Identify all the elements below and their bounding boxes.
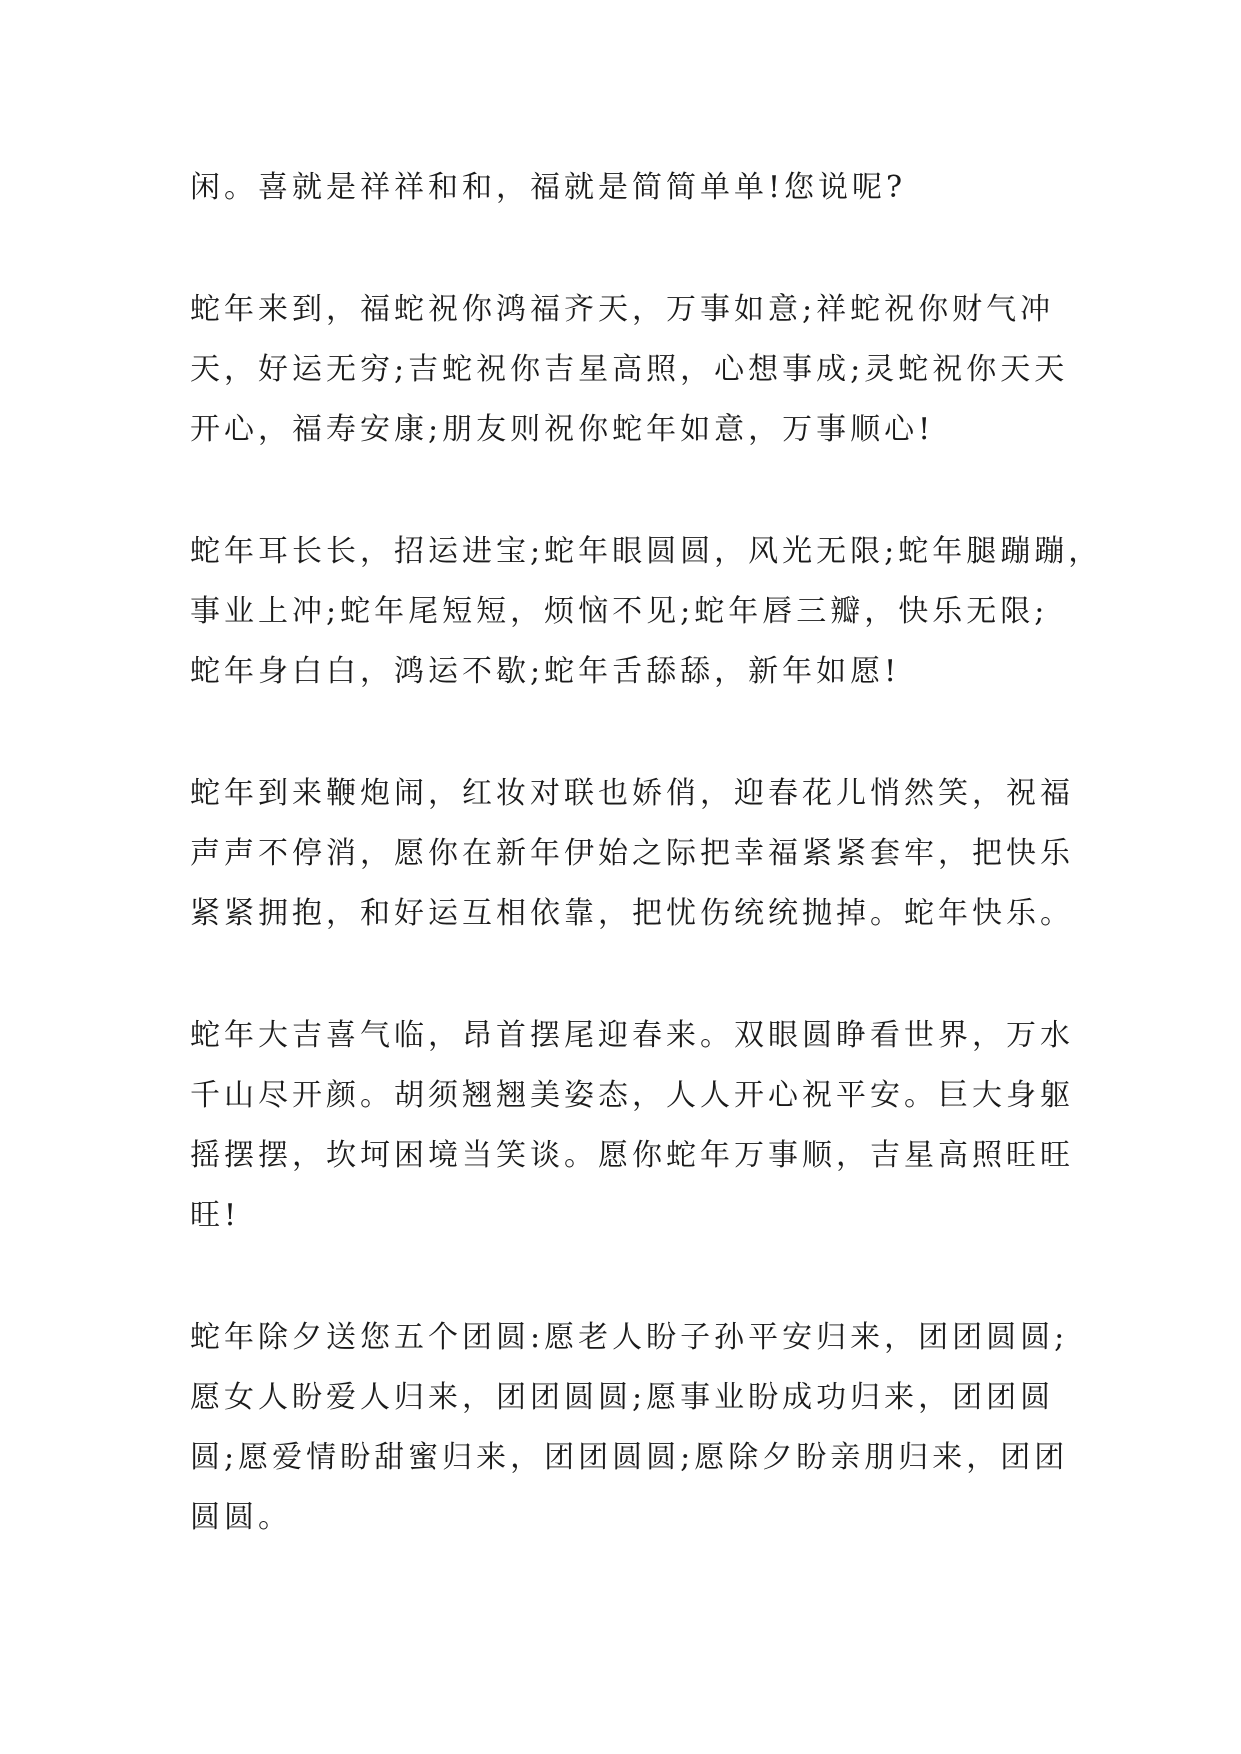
- text-line: 蛇年大吉喜气临，昂首摆尾迎春来。双眼圆睁看世界，万水: [190, 1018, 1074, 1053]
- text-line: 声声不停消，愿你在新年伊始之际把幸福紧紧套牢，把快乐: [190, 836, 1074, 871]
- paragraph-gap: [190, 1246, 1070, 1308]
- text-line: 事业上冲;蛇年尾短短，烦恼不见;蛇年唇三瓣，快乐无限;: [190, 594, 1049, 629]
- paragraph-5: [190, 1006, 1074, 1246]
- text-line: 蛇年来到，福蛇祝你鸿福齐天，万事如意;祥蛇祝你财气冲: [190, 292, 1055, 327]
- text-line: 旺!: [190, 1198, 241, 1233]
- text-line: 蛇年除夕送您五个团圆:愿老人盼子孙平安归来，团团圆圆;: [190, 1320, 1069, 1355]
- text-line: 开心，福寿安康;朋友则祝你蛇年如意，万事顺心!: [190, 412, 935, 447]
- paragraph-1: [190, 158, 1070, 218]
- text-line: 闲。喜就是祥祥和和，福就是简简单单!您说呢?: [190, 170, 907, 205]
- text-line: 千山尽开颜。胡须翘翘美姿态，人人开心祝平安。巨大身躯: [190, 1078, 1074, 1113]
- text-line: 蛇年耳长长，招运进宝;蛇年眼圆圆，风光无限;蛇年腿蹦蹦，: [190, 534, 1103, 569]
- text-line: 蛇年身白白，鸿运不歇;蛇年舌舔舔，新年如愿!: [190, 654, 901, 689]
- text-line: 紧紧拥抱，和好运互相依靠，把忧伤统统抛掉。蛇年快乐。: [190, 896, 1074, 931]
- paragraph-3: [190, 522, 1103, 702]
- text-line: 摇摆摆，坎坷困境当笑谈。愿你蛇年万事顺，吉星高照旺旺: [190, 1138, 1074, 1173]
- paragraph-gap: [190, 460, 1070, 522]
- paragraph-gap: [190, 702, 1070, 764]
- text-line: 圆圆。: [190, 1500, 292, 1535]
- paragraph-6: [190, 1308, 1070, 1548]
- paragraph-4: [190, 764, 1074, 944]
- paragraph-gap: [190, 218, 1070, 280]
- text-line: 蛇年到来鞭炮闹，红妆对联也娇俏，迎春花儿悄然笑，祝福: [190, 776, 1074, 811]
- text-line: 圆;愿爱情盼甜蜜归来，团团圆圆;愿除夕盼亲朋归来，团团: [190, 1440, 1069, 1475]
- text-line: 天，好运无穷;吉蛇祝你吉星高照，心想事成;灵蛇祝你天天: [190, 352, 1069, 387]
- paragraph-2: [190, 280, 1070, 460]
- document-body: [190, 158, 1103, 1548]
- text-line: 愿女人盼爱人归来，团团圆圆;愿事业盼成功归来，团团圆: [190, 1380, 1055, 1415]
- paragraph-gap: [190, 944, 1070, 1006]
